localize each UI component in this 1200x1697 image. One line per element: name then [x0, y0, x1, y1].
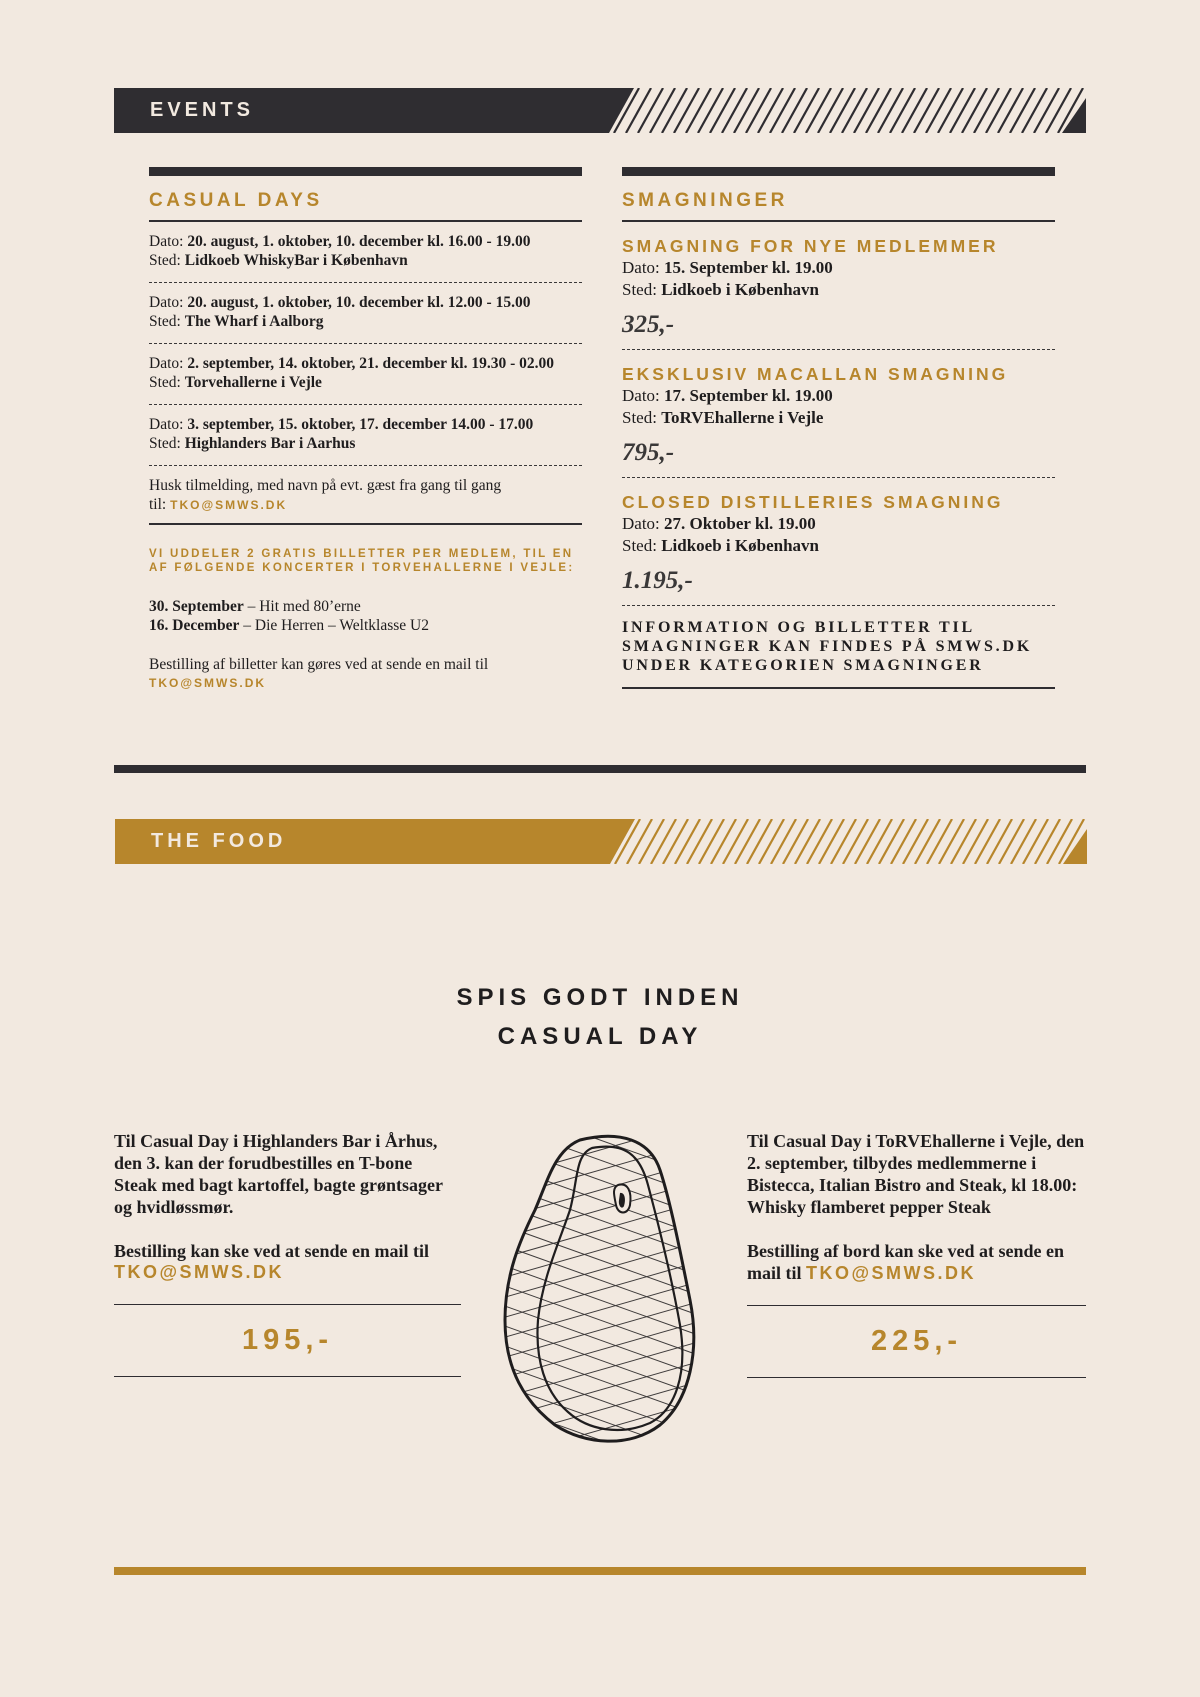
- tasting-price: 795,-: [622, 439, 675, 466]
- tasting-date: 17. September kl. 19.00: [664, 386, 833, 405]
- reminder-mail-link[interactable]: TKO@SMWS.DK: [170, 498, 288, 512]
- food-price-left: 195,-: [114, 1304, 461, 1377]
- food-title: [0, 978, 1200, 1056]
- entry-date: 20. august, 1. oktober, 10. december kl. 16.00 - 19.00: [187, 233, 531, 250]
- events-banner: [114, 88, 1086, 133]
- date-label: Dato:: [149, 355, 188, 372]
- concert-text: – Die Herren – Weltklasse U2: [239, 617, 429, 634]
- place-label: Sted:: [622, 280, 662, 299]
- food-order-mail-link[interactable]: TKO@SMWS.DK: [114, 1262, 285, 1282]
- tasting-item: [622, 478, 1055, 605]
- place-label: Sted:: [149, 313, 185, 330]
- events-bottom-rule: [114, 765, 1086, 773]
- casual-day-entry: [149, 283, 582, 343]
- tasting-title: CLOSED DISTILLERIES SMAGNING: [622, 492, 1004, 512]
- food-order-mail-link[interactable]: TKO@SMWS.DK: [806, 1263, 977, 1283]
- tasting-info: INFORMATION OG BILLETTER TIL SMAGNINGER KAN FINDES PÅ SMWS.DK UNDER KATEGORIEN SMAGNINGER: [622, 619, 1033, 674]
- date-label: Dato:: [622, 514, 665, 533]
- entry-date: 20. august, 1. oktober, 10. december kl. 12.00 - 15.00: [187, 294, 531, 311]
- food-offer-text: Til Casual Day i Highlanders Bar i Århus, den 3. kan der forudbestilles en T-bone Steak med bagt kartoffel, bagte grøntsager og hvidløssmør.: [114, 1131, 443, 1217]
- casual-days-heading: CASUAL DAYS: [149, 190, 323, 211]
- tasting-place: ToRVEhallerne i Vejle: [661, 408, 824, 427]
- food-order-label: Bestilling af bord kan ske ved at sende en mail til: [747, 1241, 1065, 1283]
- reminder-prefix: til:: [149, 496, 171, 513]
- tasting-item: [622, 222, 1055, 349]
- ticket-order-note: [149, 635, 582, 693]
- food-title-line: SPIS GODT INDEN: [456, 984, 744, 1011]
- food-banner: [115, 819, 1087, 864]
- ticket-order-text: Bestilling af billetter kan gøres ved at sende en mail til: [149, 656, 489, 673]
- smagninger-top-rule: [622, 167, 1055, 176]
- food-title-line: CASUAL DAY: [497, 1023, 703, 1050]
- casual-days-top-rule: [149, 167, 582, 176]
- tasting-price: 325,-: [622, 311, 675, 338]
- food-offer-left: [114, 1130, 461, 1377]
- concert-date: 30. September: [149, 598, 244, 615]
- date-label: Dato:: [622, 386, 665, 405]
- tasting-date: 15. September kl. 19.00: [664, 258, 833, 277]
- casual-day-entry: [149, 344, 582, 404]
- ticket-order-mail-link[interactable]: TKO@SMWS.DK: [149, 676, 267, 690]
- tasting-date: 27. Oktober kl. 19.00: [664, 514, 816, 533]
- entry-place: Highlanders Bar i Aarhus: [184, 435, 356, 452]
- smagninger-column: [622, 167, 1055, 689]
- food-offer-text: Til Casual Day i ToRVEhallerne i Vejle, den 2. september, tilbydes medlemmerne i Bistecca, Italian Bistro and Steak, kl 18.00: Whisky flamberet pepper Steak: [747, 1131, 1085, 1217]
- tasting-place: Lidkoeb i København: [661, 536, 819, 555]
- entry-place: Torvehallerne i Vejle: [184, 374, 322, 391]
- place-label: Sted:: [622, 408, 662, 427]
- food-order-text: [747, 1240, 1086, 1284]
- casual-day-entry: [149, 222, 582, 282]
- tasting-title: EKSKLUSIV MACALLAN SMAGNING: [622, 364, 1009, 384]
- concert-item: [149, 597, 582, 616]
- events-banner-graphic: [114, 88, 1086, 133]
- date-label: Dato:: [149, 233, 188, 250]
- food-price-right: 225,-: [747, 1305, 1086, 1378]
- smagninger-heading: SMAGNINGER: [622, 190, 788, 211]
- entry-date: 3. september, 15. oktober, 17. december 14.00 - 17.00: [187, 416, 534, 433]
- food-order-text: Bestilling kan ske ved at sende en mail til: [114, 1241, 430, 1261]
- info-rule: [622, 687, 1055, 689]
- date-label: Dato:: [149, 294, 188, 311]
- casual-day-entry: [149, 405, 582, 465]
- entry-date: 2. september, 14. oktober, 21. december kl. 19.30 - 02.00: [187, 355, 554, 372]
- tasting-place: Lidkoeb i København: [661, 280, 819, 299]
- date-label: Dato:: [149, 416, 188, 433]
- place-label: Sted:: [149, 435, 185, 452]
- casual-days-column: [149, 167, 582, 693]
- concert-heading: VI UDDELER 2 GRATIS BILLETTER PER MEDLEM, TIL EN AF FØLGENDE KONCERTER I TORVEHALLERNE I VEJLE:: [149, 548, 575, 574]
- reminder-note: [149, 466, 582, 523]
- concert-date: 16. December: [149, 617, 240, 634]
- food-banner-label: THE FOOD: [151, 830, 287, 852]
- reminder-text: Husk tilmelding, med navn på evt. gæst fra gang til gang: [149, 477, 502, 494]
- date-label: Dato:: [622, 258, 665, 277]
- place-label: Sted:: [149, 252, 185, 269]
- entry-place: Lidkoeb WhiskyBar i København: [184, 252, 408, 269]
- entry-place: The Wharf i Aalborg: [184, 313, 324, 330]
- food-offer-right: [747, 1130, 1086, 1378]
- tasting-price: 1.195,-: [622, 567, 693, 594]
- place-label: Sted:: [149, 374, 185, 391]
- events-banner-label: EVENTS: [150, 99, 255, 121]
- tasting-title: SMAGNING FOR NYE MEDLEMMER: [622, 236, 999, 256]
- concert-text: – Hit med 80’erne: [243, 598, 361, 615]
- place-label: Sted:: [622, 536, 662, 555]
- concert-item: [149, 616, 582, 635]
- concert-list: [149, 575, 582, 635]
- ham-icon: [500, 1130, 705, 1455]
- tasting-item: [622, 350, 1055, 477]
- food-bottom-rule: [114, 1567, 1086, 1575]
